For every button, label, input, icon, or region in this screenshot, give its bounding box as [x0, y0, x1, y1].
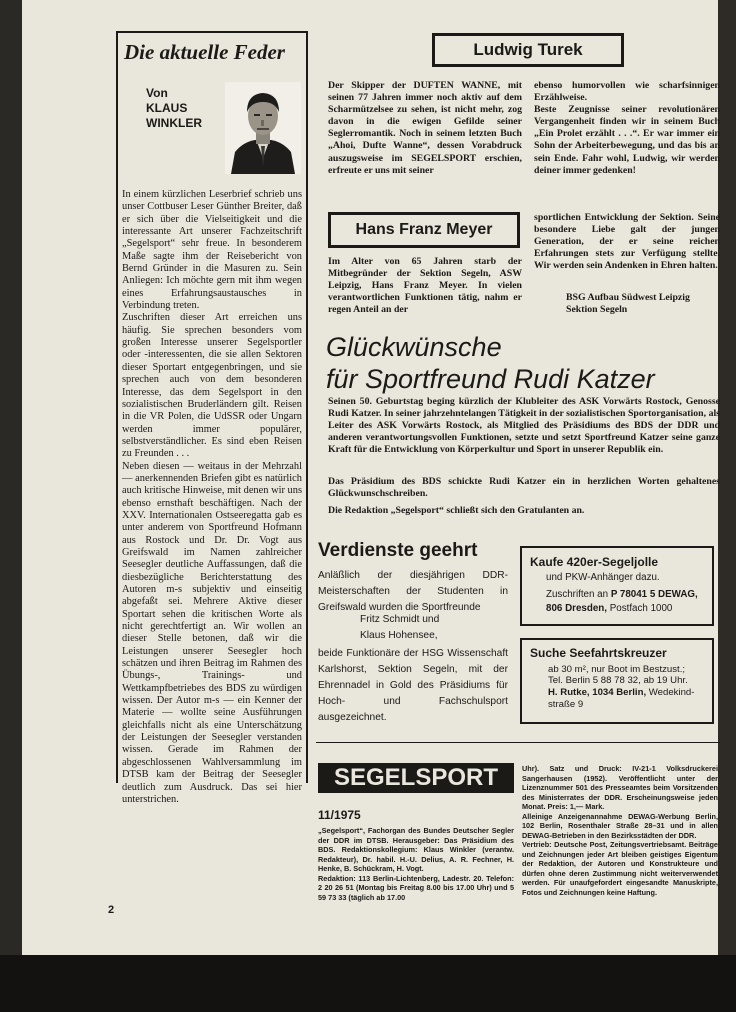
ad1-line2 [546, 589, 698, 600]
ad1-line1: und PKW-Anhänger dazu. [546, 572, 660, 583]
impressum-rule [316, 742, 720, 743]
meyer-name: Hans Franz Meyer [355, 221, 493, 238]
meyer-sign1: BSG Aufbau Südwest Leipzig [566, 292, 690, 303]
right-edge [718, 0, 736, 1012]
page-number: 2 [108, 904, 115, 916]
binding-shadow [0, 0, 22, 1012]
katzer-p2: Das Präsidium des BDS schickte Rudi Katzer ein in herzlichen Worten gehaltenes Glückwunschschreiben. [328, 476, 720, 500]
ad1-chiffre: P 78041 5 DEWAG, [610, 589, 698, 600]
feder-title: Die aktuelle Feder [124, 40, 285, 64]
verdienste-p2: beide Funktionäre der HSG Wissenschaft Karlshorst, Sektion Segeln, mit der Ehrennadel in Gold des Präsidiums für Hoch- und Fachschulsport ausgezeichnet. [318, 648, 508, 723]
logo-text: SEGELSPORT [333, 764, 499, 791]
verdienste-name1: Fritz Schmidt und [360, 614, 440, 625]
katzer-title2: für Sportfreund Rudi Katzer [326, 364, 655, 394]
segelsport-logo [318, 763, 514, 793]
verdienste-title: Verdienste geehrt [318, 540, 478, 561]
turek-heading [432, 33, 624, 67]
byline-von: Von [146, 86, 168, 100]
meyer-sign2: Sektion Segeln [566, 304, 628, 315]
ad1-postfach: Postfach 1000 [609, 603, 673, 614]
verdienste-name2: Klaus Hohensee, [360, 630, 438, 641]
katzer-p1: Seinen 50. Geburtstag beging kürzlich der Klubleiter des ASK Vorwärts Rostock, Genosse Rudi Katzer. In seiner jahrzehntelangen Tätigkeit in der sozialistischen Sportorganisation, als Leiter des ASK Vorwärts Rostock, als Mitglied des Präsidiums des BDS der DDR und anderen verantwortungsvollen Funktionen, setzte und setzt Sportfreund Katzer seine ganze Kraft für die Entwicklung von Körperkultur und Sport in unserer Republik ein. [328, 396, 720, 456]
meyer-col1: Im Alter von 65 Jahren starb der Mitbegründer der Sektion Segeln, ASW Leipzig, Hans Franz Meyer. In vielen verantwortlichen Funktionen tätig, nahm er regen Anteil an der [328, 256, 522, 316]
byline-last: WINKLER [146, 116, 202, 130]
ad2-name: H. Rutke, 1034 Berlin, [548, 687, 647, 698]
turek-col2: ebenso humorvollen wie scharfsinnigen Erzählweise. Beste Zeugnisse seiner revolutionären Vergangenheit finden wir in seinem Buch „Ein Prolet erzählt . . .“. Er war immer ein Sohn der Arbeiterbewegung, und das bis an sein Ende. Fahr wohl, Ludwig, wir werden deiner immer gedenken! [534, 80, 720, 176]
katzer-p3: Die Redaktion „Segelsport“ schließt sich den Gratulanten an. [328, 505, 585, 516]
katzer-title1: Glückwünsche [326, 332, 502, 362]
ad2-title: Suche Seefahrtskreuzer [530, 646, 667, 660]
ad1-line3 [546, 603, 672, 614]
meyer-heading [328, 212, 520, 248]
ad2-line4: straße 9 [548, 699, 584, 710]
author-photo [225, 82, 301, 174]
ad1-city: 806 Dresden, [546, 603, 607, 614]
impressum-col1: „Segelsport“, Fachorgan des Bundes Deutscher Segler der DDR im DTSB. Herausgeber: Das Präsidium des BDS. Redaktionskollegium: Klaus Winkler (verantw. Redakteur), Dr. habil. H.-U. Delius, A. R. Fechner, H. Henke, B. Schückram, H. Vogt. Redaktion: 113 Berlin-Lichtenberg, Ladestr. 20. Telefon: 2 20 26 51 (Montag bis Freitag 8.00 bis 17.00 Uhr) und 5 59 73 33 (täglich ab 17.00 [318, 826, 514, 902]
ad2-line3 [548, 687, 694, 698]
ad2-line2: Tel. Berlin 5 88 78 32, ab 19 Uhr. [548, 675, 688, 686]
feder-byline [146, 86, 226, 131]
ad1-line2-label: Zuschriften an [546, 589, 609, 600]
ad1-frame [520, 546, 714, 626]
impressum-issue: 11/1975 [318, 808, 361, 822]
ad2-line1: ab 30 m², nur Boot im Bestzust.; [548, 664, 686, 675]
bottom-edge [0, 955, 736, 1012]
byline-first: KLAUS [146, 101, 188, 115]
ad2-street: Wedekind- [648, 687, 695, 698]
turek-col1: Der Skipper der DUFTEN WANNE, mit seinen 77 Jahren immer noch aktiv auf dem Scharmützelsee zu sehen, ist nicht mehr, zog davon in die ewigen Gefilde seiner Seglerromantik. Noch in seinem letzten Buch „Ahoi, Dufte Wanne“, dessen Vorabdruck auszugsweise im SEGELSPORT erschien, erfreute er uns mit seiner [328, 80, 522, 176]
impressum-col2: Uhr). Satz und Druck: IV-21-1 Volksdruckerei Sangerhausen (1952). Veröffentlicht unter der Lizenznummer 501 des Presseamtes beim Vorsitzenden des Ministerrates der DDR. Erscheinungsweise jeden Monat. Preis: 1,— Mark. Alleinige Anzeigenannahme DEWAG-Werbung Berlin, 102 Berlin, Rosenthaler Straße 28–31 und in allen DEWAG-Betrieben in den Bezirksstädten der DDR. Vertrieb: Deutsche Post, Zeitungsvertriebsamt. Beiträge und Zeichnungen jeder Art bleiben geistiges Eigentum der Redaktion, der Autoren und Konstrukteure und dürfen ohne deren Zustimmung nicht weiterverwendet werden. Für unaufgefordert eingesandte Manuskripte, Fotos und Zeichnungen keine Haftung. [522, 764, 718, 897]
meyer-col2: sportlichen Entwicklung der Sektion. Seine besondere Liebe galt der jungen Generation, der er seine reichen Erfahrungen stets zur Verfügung stellte. Wir werden sein Andenken in Ehren halten. [534, 212, 720, 272]
turek-name: Ludwig Turek [473, 40, 583, 59]
ad1-title: Kaufe 420er-Segeljolle [530, 555, 659, 569]
ad2-frame [520, 638, 714, 724]
feder-body: In einem kürzlichen Leserbrief schrieb uns unser Cottbuser Leser Günther Breiter, daß er sich über die Vielseitigkeit und die interessante Art unserer Fachzeitschrift „Segelsport“ sehr freue. In besonderem Maße sagte ihm der Reisebericht von Bernd Gründer in die Masuren zu. Sein Anliegen: Ich möchte gern mit ihm wegen eines Erfahrungsaustausches in Verbindung treten. Zuschriften dieser Art erreichen uns häufig. Sie sprechen besonders vom großen Interesse unserer Segelsportler oder -interessenten, die sie allen Sektoren dieser Sportart entgegenbringen, und sie sprechen auch von dem besonderen Interesse, das dem Segelsport in den sozialistischen Bruderländern gilt. Reisen in die VR Polen, die UdSSR oder Ungarn werden immer populärer, selbstverständlicher. Es sind eben Reisen zu Freunden . . . Neben diesen — weitaus in der Mehrzahl — anerkennenden Briefen gibt es natürlich auch kritische Hinweise, mit denen wir uns ebenso ernsthaft beschäftigen. Nach der XXV. Internationalen Ostseeregatta gab es unter anderem von Sportfreund Hofmann aus Rostock und Dr. Dr. Vogt aus Greifswald im Namen zahlreicher Seesegler deutliche Auffassungen, daß die diesbezügliche Berichterstattung des Autoren m-s subjektiv und einseitig abgefaßt sei. Mehrere Aktive dieser Sportart sehen die kritischen Worte als nicht gerechtfertigt an. Wir wollen an dieser Stelle betonen, daß wir die Leistungen unserer Seesegler hoch schätzen und ihren Beitrag im Rahmen des Übungs-, Trainings- und Wettkampfbetriebes des BDS zu würdigen wissen. Der Autor m-s — ein Kenner der Materie — wollte seine Ausführungen gleichfalls nicht als eine Unterschätzung der Leistungen der Seesegler verstanden wissen. Gerade im Rahmen der abgeschlossenen Wahlversammlung im DTSB kam der Beitrag der Seesegler deutlich zum Ausdruck. Das sei hier unterstrichen. [122, 189, 302, 805]
verdienste-p1: Anläßlich der diesjährigen DDR-Meisterschaften der Studenten in Greifswald wurden die Sportfreunde [318, 570, 508, 613]
